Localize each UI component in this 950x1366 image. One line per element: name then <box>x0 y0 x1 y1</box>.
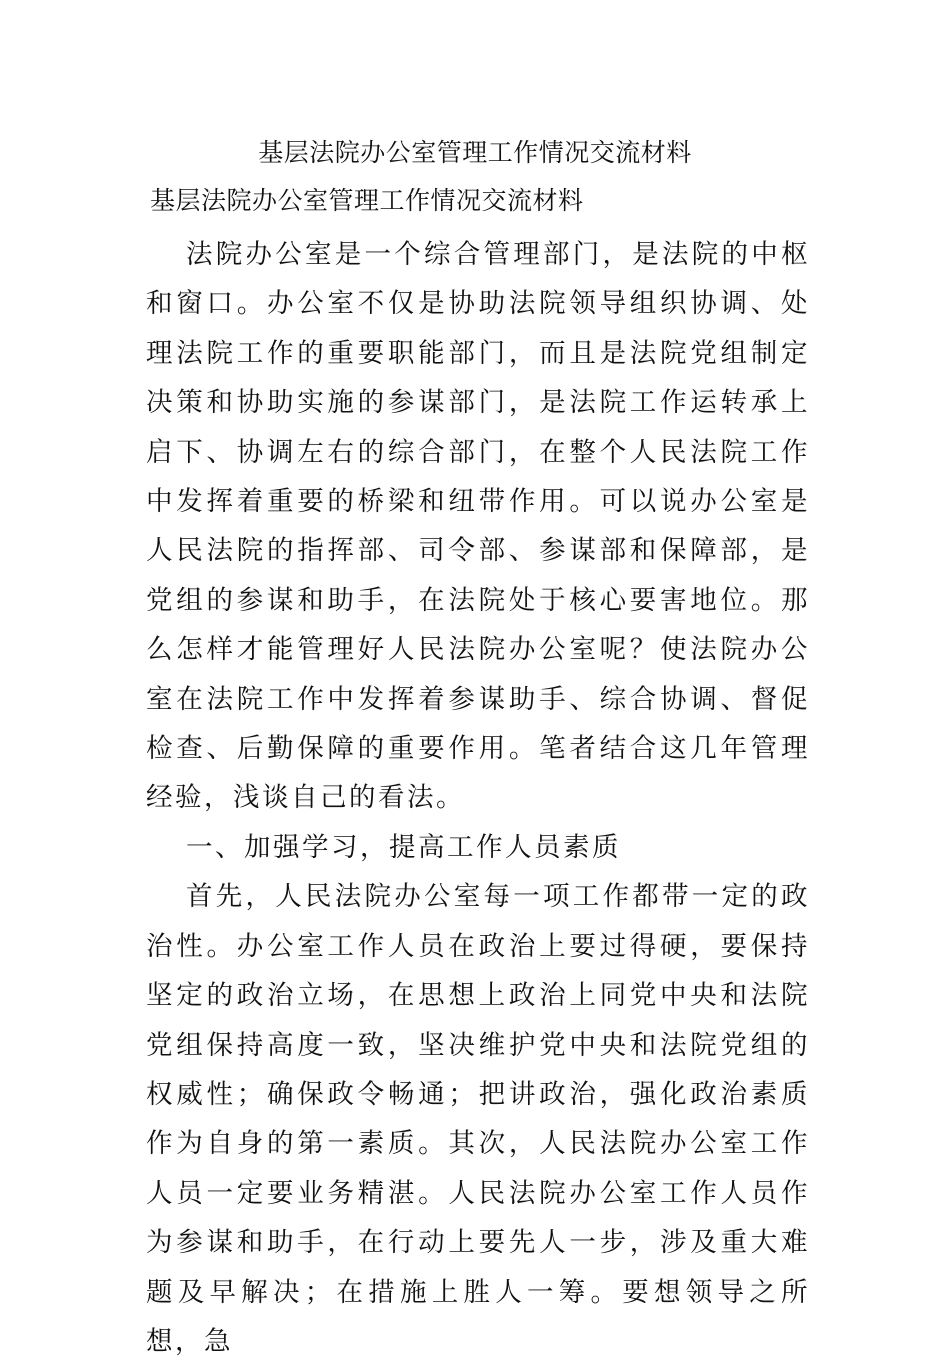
document-subtitle: 基层法院办公室管理工作情况交流材料 <box>150 186 584 215</box>
section-heading-1: 一、加强学习，提高工作人员素质 <box>186 831 621 863</box>
paragraph-section-1: 首先，人民法院办公室每一项工作都带一定的政治性。办公室工作人员在政治上要过得硬，要保持坚定的政治立场，在思想上政治上同党中央和法院党组保持高度一致，坚决维护党中央和法院党组的权威性；确保政令畅通；把讲政治，强化政治素质作为自身的第一素质。其次，人民法院办公室工作人员一定要业务精湛。人民法院办公室工作人员作为参谋和助手，在行动上要先人一步，涉及重大难题及早解决；在措施上胜人一筹。要想领导之所想，急 <box>146 881 810 1357</box>
document-body <box>146 230 810 1366</box>
paragraph-intro: 法院办公室是一个综合管理部门，是法院的中枢和窗口。办公室不仅是协助法院领导组织协调、处理法院工作的重要职能部门，而且是法院党组制定决策和协助实施的参谋部门，是法院工作运转承上启下、协调左右的综合部门，在整个人民法院工作中发挥着重要的桥梁和纽带作用。可以说办公室是人民法院的指挥部、司令部、参谋部和保障部，是党组的参谋和助手，在法院处于核心要害地位。那么怎样才能管理好人民法院办公室呢？使法院办公室在法院工作中发挥着参谋助手、综合协调、督促检查、后勤保障的重要作用。笔者结合这几年管理经验，浅谈自己的看法。 <box>146 239 810 814</box>
document-title: 基层法院办公室管理工作情况交流材料 <box>258 138 692 167</box>
